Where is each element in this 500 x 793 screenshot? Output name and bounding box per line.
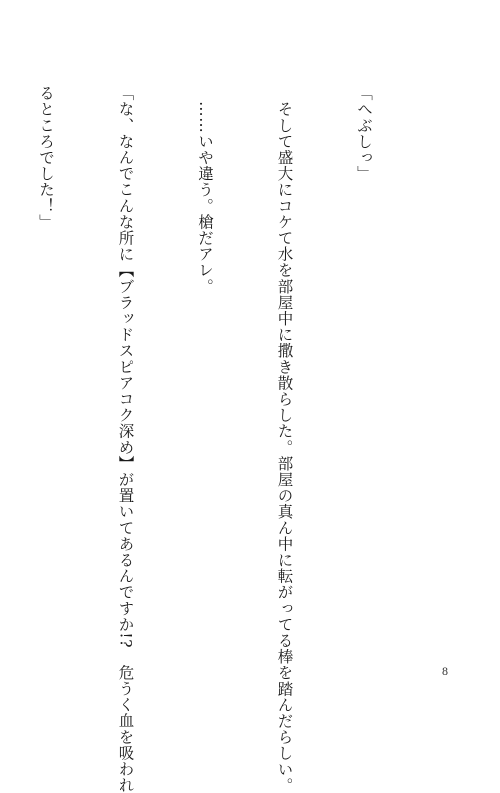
text-line: 「な、なんでこんな所に【ブラッドスピアコク深め】が置いてあるんですか!? 危うく血を吸われ [116,85,135,793]
text-line: 「へぶしっ」 [355,85,373,182]
text-line: ……いや違う。槍だアレ。 [196,85,214,295]
vertical-text-body [37,85,430,793]
text-line: るところでした！」 [37,85,55,230]
text-line: そして盛大にコケて水を部屋中に撒き散らした。部屋の真ん中に転がってる棒を踏んだらしい。 [275,85,294,793]
page-number: 8 [442,664,448,678]
